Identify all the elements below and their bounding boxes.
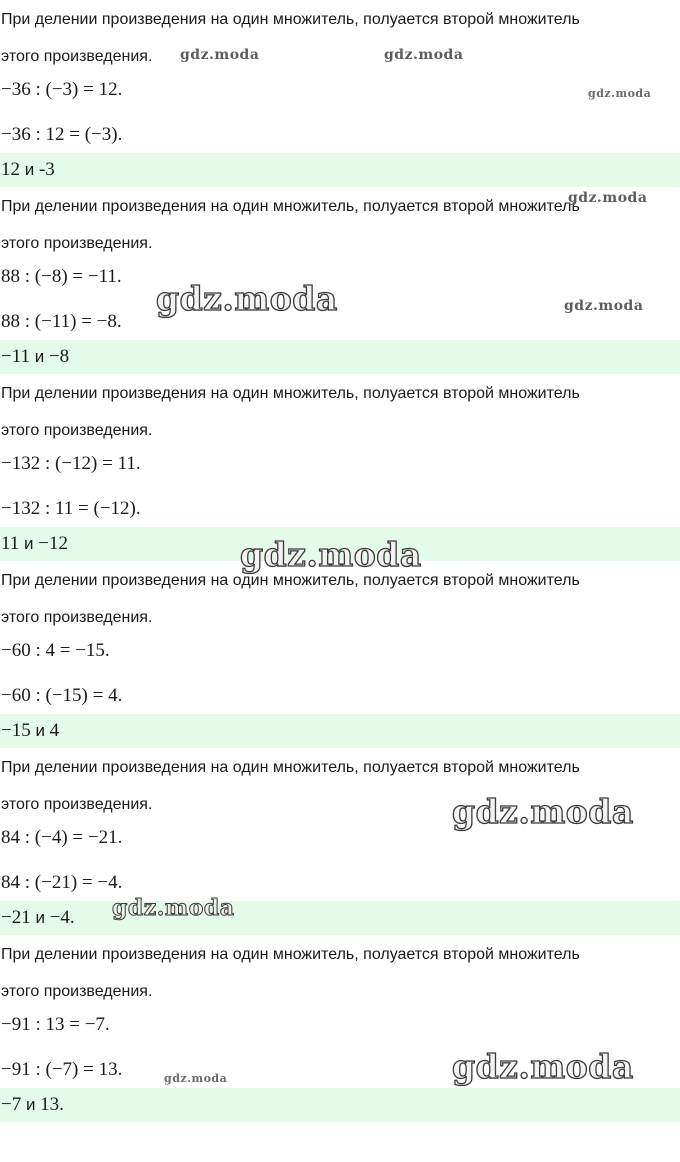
equation-2: −60 : (−15) = 4. [1, 685, 123, 706]
watermark-logo: gdz.moda [164, 1072, 228, 1085]
answer-value-a: −11 [1, 346, 31, 367]
watermark-logo: gdz.moda [384, 47, 464, 63]
answer-conjunction: и [20, 160, 39, 179]
answer-conjunction: и [19, 534, 39, 553]
watermark-logo: gdz.moda [564, 298, 644, 314]
equation-1: −60 : 4 = −15. [1, 640, 110, 661]
answer-conjunction: и [30, 908, 50, 927]
explanation-line-2: этого произведения. [1, 796, 153, 813]
explanation-line-1: При делении произведения на один множитель, полуается второй множитель [1, 946, 580, 963]
equation-1: 84 : (−4) = −21. [1, 827, 123, 848]
answer-value-a: 12 [1, 159, 20, 180]
answer-box [0, 153, 680, 187]
watermark-logo: gdz.moda [112, 895, 235, 921]
explanation-line-2: этого произведения. [1, 609, 153, 626]
solution-block-2 [0, 198, 680, 374]
answer-value-b: −12 [38, 533, 68, 554]
explanation-line-2: этого произведения. [1, 48, 153, 65]
explanation-line-1: При делении произведения на один множитель, полуается второй множитель [1, 11, 580, 28]
solution-block-3 [0, 385, 680, 561]
solution-block-5 [0, 759, 680, 935]
equation-1: −132 : (−12) = 11. [1, 453, 141, 474]
answer-value-a: −7 [1, 1094, 22, 1115]
answer-value-b: 4 [49, 720, 60, 741]
answer-value-b: −8 [48, 346, 70, 367]
answer-value-a: 11 [1, 533, 20, 554]
watermark-logo: gdz.moda [588, 87, 652, 100]
equation-2: −36 : 12 = (−3). [1, 124, 123, 145]
solution-block-1 [0, 11, 680, 187]
watermark-logo: gdz.moda [568, 190, 648, 206]
answer-box [0, 714, 680, 748]
equation-2: 84 : (−21) = −4. [1, 872, 123, 893]
answer-box [0, 527, 680, 561]
answer-value-a: −15 [1, 720, 31, 741]
answer-conjunction: и [30, 347, 49, 366]
equation-2: 88 : (−11) = −8. [1, 311, 122, 332]
equation-2: −91 : (−7) = 13. [1, 1059, 123, 1080]
explanation-line-2: этого произведения. [1, 983, 153, 1000]
equation-1: 88 : (−8) = −11. [1, 266, 122, 287]
answer-value-b: -3 [38, 159, 55, 180]
explanation-line-2: этого произведения. [1, 235, 153, 252]
answer-box [0, 901, 680, 935]
equation-2: −132 : 11 = (−12). [1, 498, 141, 519]
explanation-line-2: этого произведения. [1, 422, 153, 439]
answer-value-a: −21 [1, 907, 31, 928]
answer-value-b: −4. [49, 907, 75, 928]
answer-conjunction: и [30, 721, 50, 740]
solution-block-6 [0, 946, 680, 1122]
explanation-line-1: При делении произведения на один множитель, полуается второй множитель [1, 759, 580, 776]
equation-1: −36 : (−3) = 12. [1, 79, 123, 100]
explanation-line-1: При делении произведения на один множитель, полуается второй множитель [1, 385, 580, 402]
equation-1: −91 : 13 = −7. [1, 1014, 110, 1035]
watermark-logo: gdz.moda [452, 792, 634, 831]
answer-value-b: 13. [40, 1094, 64, 1115]
solution-block-4 [0, 572, 680, 748]
explanation-line-1: При делении произведения на один множитель, полуается второй множитель [1, 572, 580, 589]
watermark-logo: gdz.moda [156, 279, 338, 318]
answer-box [0, 340, 680, 374]
answer-box [0, 1088, 680, 1122]
watermark-logo: gdz.moda [240, 535, 422, 574]
explanation-line-1: При делении произведения на один множитель, полуается второй множитель [1, 198, 580, 215]
watermark-logo: gdz.moda [452, 1047, 634, 1086]
watermark-logo: gdz.moda [180, 47, 260, 63]
answer-conjunction: и [21, 1095, 41, 1114]
